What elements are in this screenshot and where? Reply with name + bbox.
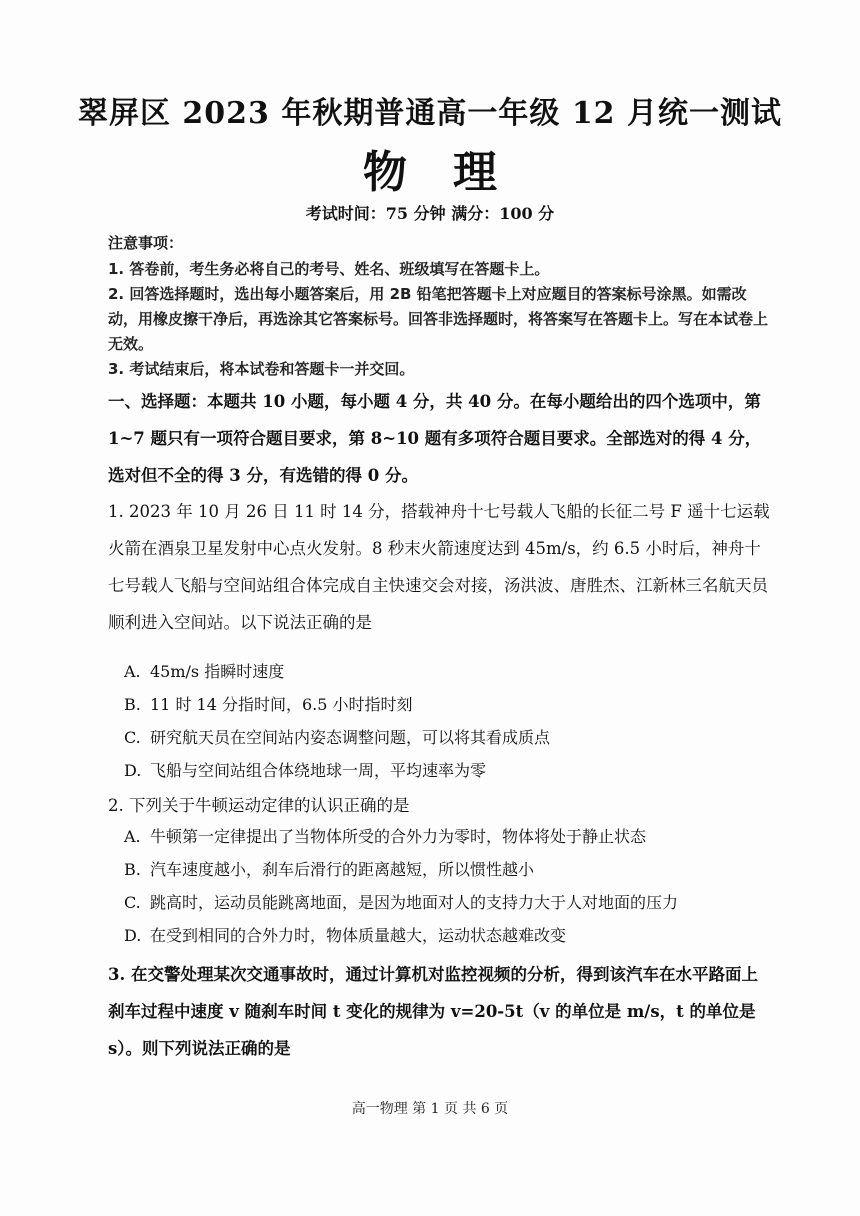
question-1-option-d bbox=[124, 756, 764, 786]
question-1-option-b bbox=[124, 690, 764, 720]
question-2-option-a bbox=[124, 822, 764, 852]
option-label: D. bbox=[124, 761, 142, 780]
option-label: B. bbox=[124, 860, 141, 879]
option-text: 在受到相同的合外力时，物体质量越大，运动状态越难改变 bbox=[150, 926, 567, 945]
option-label: D. bbox=[124, 926, 142, 945]
exam-info: 考试时间：75 分钟 满分：100 分 bbox=[305, 204, 555, 223]
option-text: 研究航天员在空间站内姿态调整问题，可以将其看成质点 bbox=[150, 728, 551, 747]
question-1-option-a bbox=[124, 657, 764, 687]
option-label: B. bbox=[124, 695, 141, 714]
option-label: A. bbox=[124, 827, 141, 846]
option-text: 汽车速度越小，刹车后滑行的距离越短，所以惯性越小 bbox=[150, 860, 535, 879]
option-label: C. bbox=[124, 728, 141, 747]
option-text: 跳高时，运动员能跳离地面，是因为地面对人的支持力大于人对地面的压力 bbox=[150, 893, 679, 912]
note-item-2: 2. 回答选择题时，选出每小题答案后，用 2B 铅笔把答题卡上对应题目的答案标号涂黑。如需改动，用橡皮擦干净后，再选涂其它答案标号。回答非选择题时，将答案写在答题卡上。写在本试卷上无效。 bbox=[108, 285, 769, 353]
option-text: 飞船与空间站组合体绕地球一周，平均速率为零 bbox=[150, 761, 487, 780]
section-heading: 一、选择题：本题共 10 小题，每小题 4 分，共 40 分。在每小题给出的四个选项中，第 1~7 题只有一项符合题目要求，第 8~10 题有多项符合题目要求。全部选对的得 4 分，选对但不全的得 3 分，有选错的得 0 分。 bbox=[108, 392, 762, 485]
exam-title: 翠屏区 2023 年秋期普通高一年级 12 月统一测试 bbox=[77, 96, 783, 131]
question-2-option-c bbox=[124, 888, 764, 918]
question-1-option-c bbox=[124, 723, 764, 753]
page-footer: 高一物理 第 1 页 共 6 页 bbox=[351, 1101, 509, 1117]
question-2-stem: 2. 下列关于牛顿运动定律的认识正确的是 bbox=[108, 796, 410, 815]
question-2-option-d bbox=[124, 921, 764, 951]
option-text: 45m/s 指瞬时速度 bbox=[150, 662, 285, 681]
question-2-option-b bbox=[124, 855, 764, 885]
question-3-stem: 3. 在交警处理某次交通事故时，通过计算机对监控视频的分析，得到该汽车在水平路面上刹车过程中速度 v 随刹车时间 t 变化的规律为 v=20-5t（v 的单位是 m/s，t 的单位是 s）。则下列说法正确的是 bbox=[108, 965, 758, 1058]
option-label: A. bbox=[124, 662, 141, 681]
notes-heading: 注意事项： bbox=[108, 234, 184, 252]
option-label: C. bbox=[124, 893, 141, 912]
option-text: 牛顿第一定律提出了当物体所受的合外力为零时，物体将处于静止状态 bbox=[150, 827, 647, 846]
subject-title: 物理 bbox=[363, 147, 543, 198]
question-1-stem: 1. 2023 年 10 月 26 日 11 时 14 分，搭载神舟十七号载人飞船的长征二号 F 遥十七运载火箭在酒泉卫星发射中心点火发射。8 秒末火箭速度达到 45m/s，约 6.5 小时后，神舟十七号载人飞船与空间站组合体完成自主快速交会对接，汤洪波、唐胜杰、江新林三名航天员顺利进入空间站。以下说法正确的是 bbox=[108, 502, 770, 632]
option-text: 11 时 14 分指时间，6.5 小时指时刻 bbox=[150, 695, 413, 714]
note-item-3: 3. 考试结束后，将本试卷和答题卡一并交回。 bbox=[108, 360, 415, 378]
note-item-1: 1. 答卷前，考生务必将自己的考号、姓名、班级填写在答题卡上。 bbox=[108, 260, 550, 278]
